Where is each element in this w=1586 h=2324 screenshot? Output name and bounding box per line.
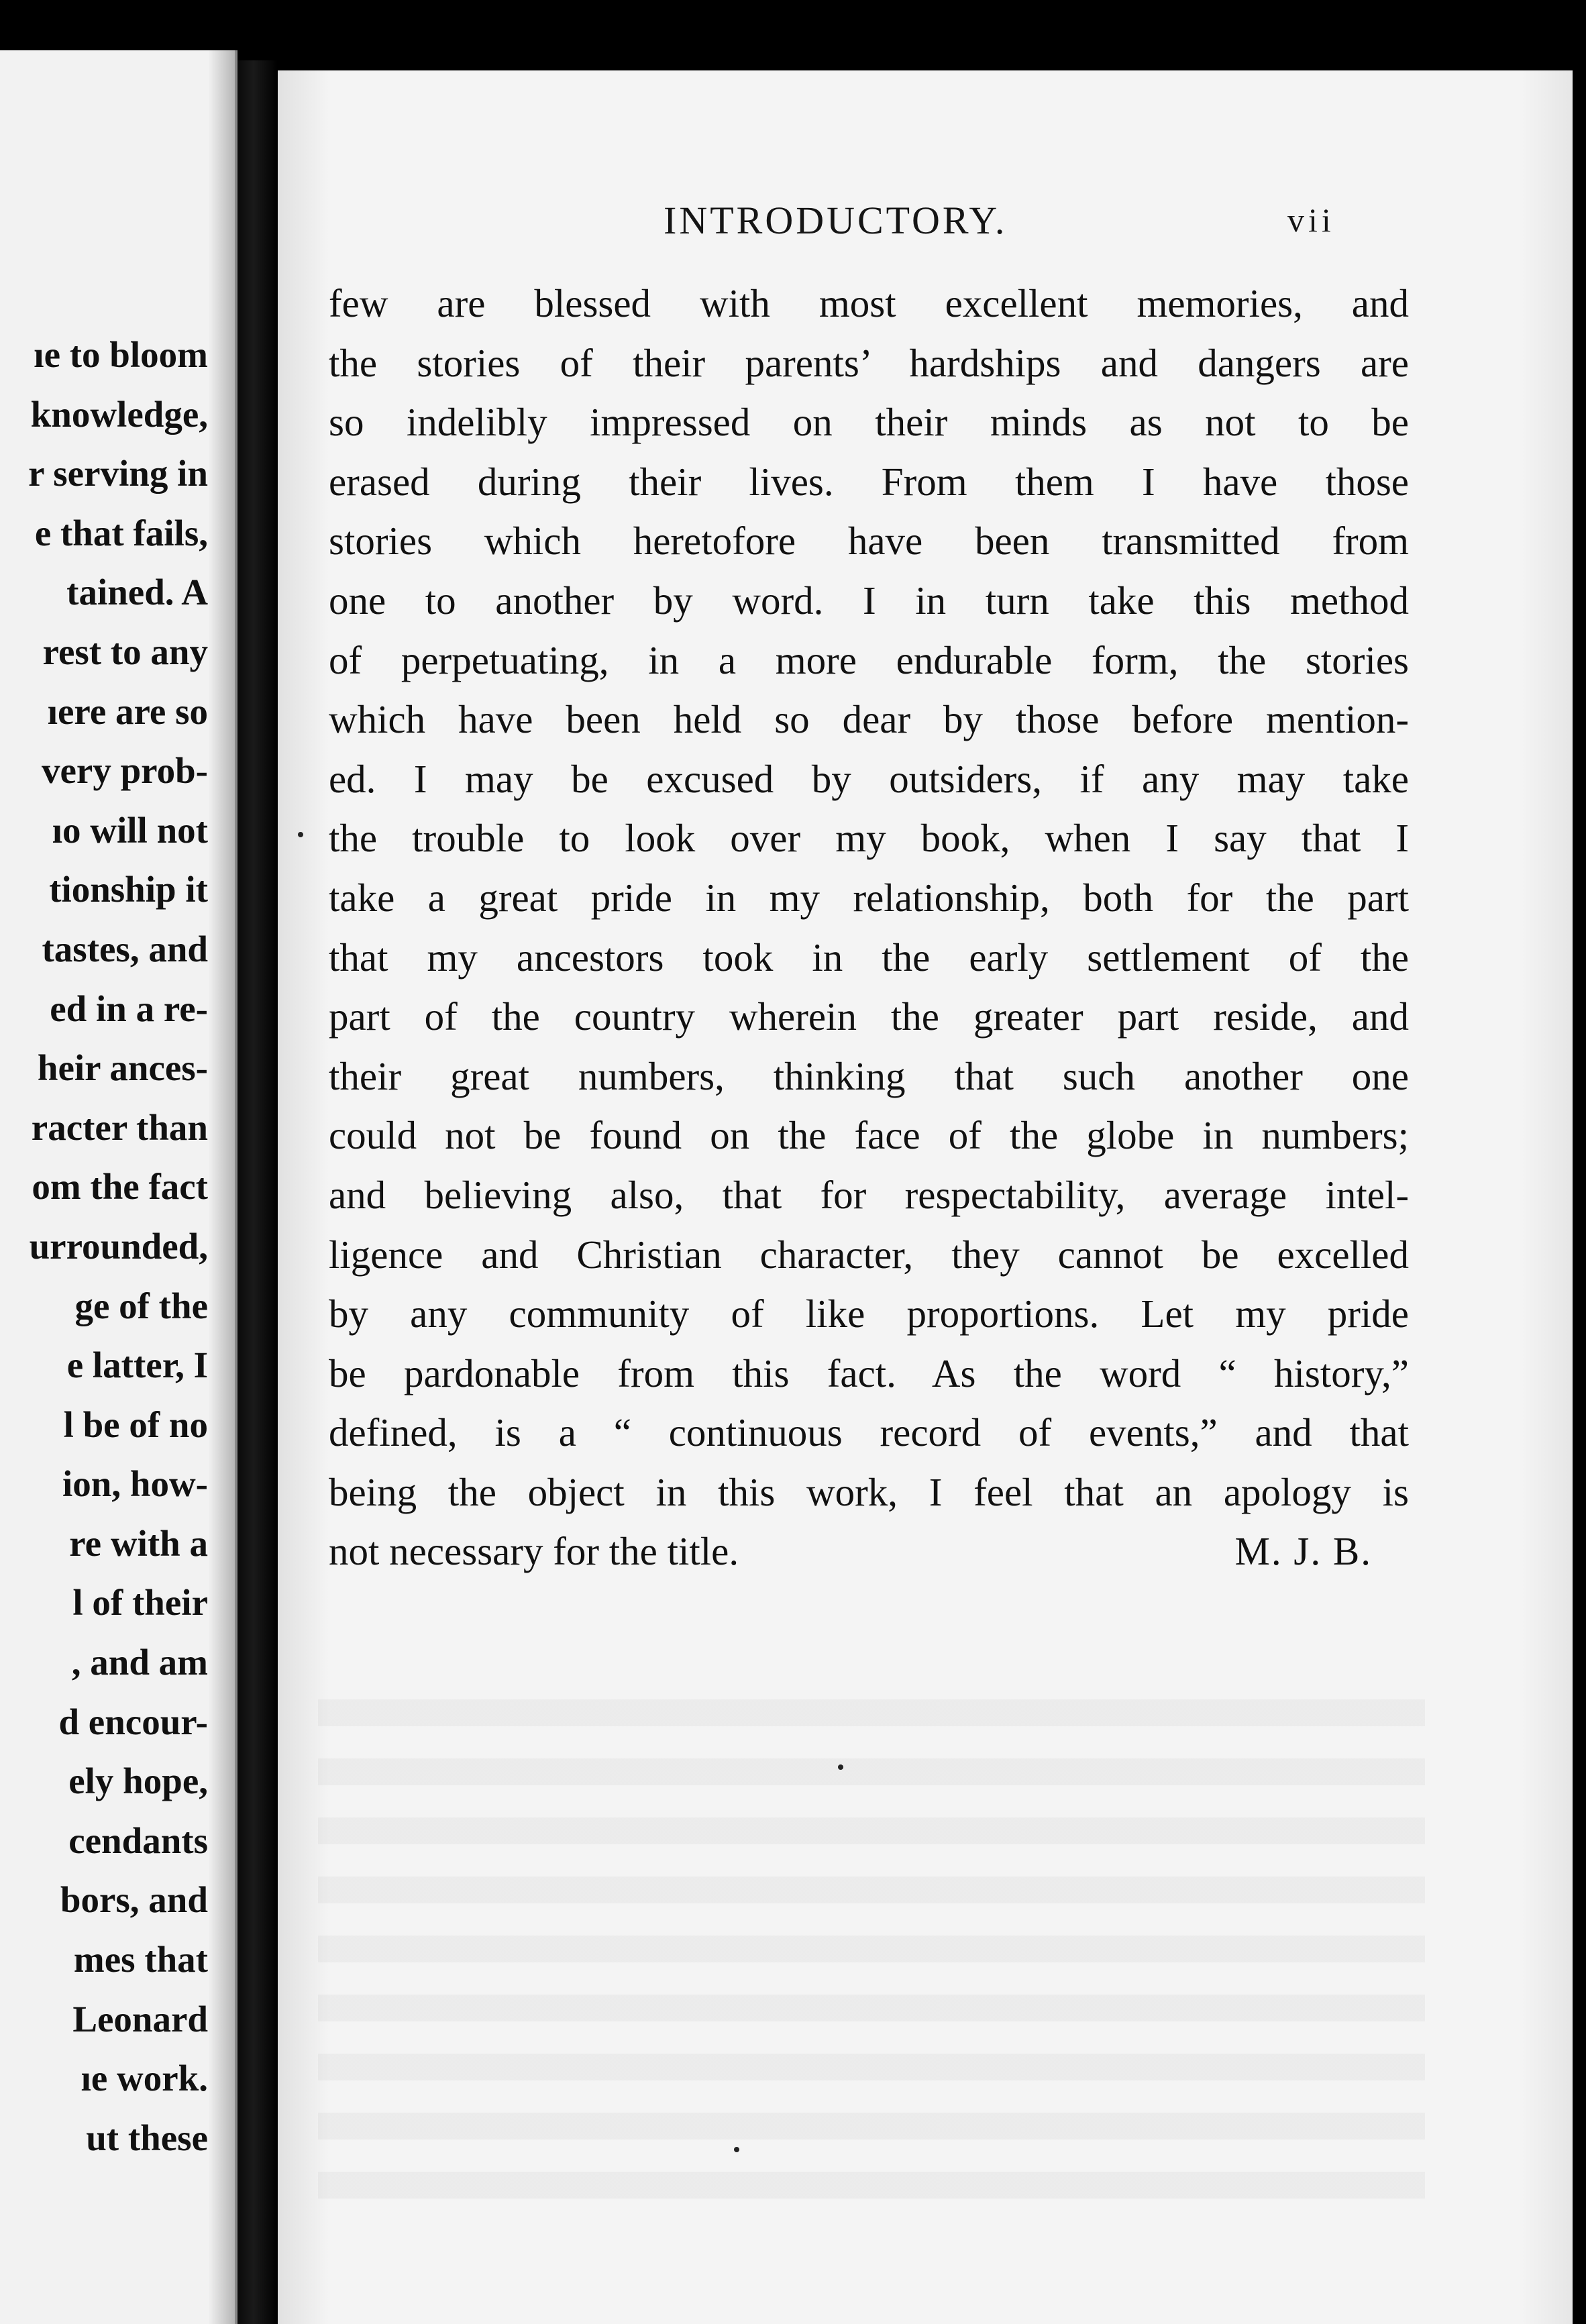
- page-curl-shadow: [208, 50, 235, 2324]
- left-page-line: tastes, and: [42, 928, 208, 969]
- left-page-line: ge of the: [74, 1285, 208, 1326]
- stray-mark: [838, 1764, 843, 1770]
- left-page-line: knowledge,: [30, 393, 208, 435]
- body-line: so indelibly impressed on their minds as not to be: [329, 400, 1409, 445]
- body-line: and believing also, that for respectability, average intel-: [329, 1172, 1409, 1217]
- body-line: stories which heretofore have been transmitted from: [329, 519, 1409, 564]
- left-page-line: ely hope,: [68, 1760, 208, 1802]
- body-line: which have been held so dear by those before mention-: [329, 697, 1409, 742]
- body-line: their great numbers, thinking that such another one: [329, 1053, 1409, 1098]
- body-line: being the object in this work, I feel that an apology is: [329, 1469, 1409, 1514]
- left-page-line: Leonard: [72, 1998, 208, 2040]
- left-facing-page: [0, 50, 237, 2324]
- left-page-line: rest to any: [42, 631, 208, 672]
- body-line: that my ancestors took in the early settlement of the: [329, 935, 1409, 980]
- stray-mark: [734, 2147, 739, 2152]
- body-line: of perpetuating, in a more endurable form, the stories: [329, 637, 1409, 682]
- body-line: defined, is a “ continuous record of events,” and that: [329, 1410, 1409, 1455]
- left-page-line: ion, how-: [62, 1463, 208, 1505]
- body-line: the stories of their parents’ hardships and dangers are: [329, 340, 1409, 385]
- left-page-line: l be of no: [63, 1404, 208, 1445]
- running-head: [278, 198, 1472, 252]
- body-line: part of the country wherein the greater part reside, and: [329, 994, 1409, 1039]
- left-page-line: cendants: [68, 1819, 208, 1861]
- left-page-line: tained. A: [66, 572, 208, 613]
- left-page-line: ıe to bloom: [34, 334, 208, 375]
- left-page-line: urrounded,: [29, 1225, 208, 1267]
- left-page-line: ut these: [86, 2117, 208, 2158]
- left-page-line: re with a: [69, 1522, 208, 1564]
- left-page-line: racter than: [31, 1106, 208, 1148]
- body-line: few are blessed with most excellent memories, and: [329, 281, 1409, 325]
- body-line: by any community of like proportions. Let my pride: [329, 1291, 1409, 1336]
- book-gutter: [237, 60, 278, 2324]
- left-page-line: very prob-: [42, 750, 208, 792]
- left-page-line: tionship it: [49, 869, 208, 910]
- left-page-line: , and am: [71, 1642, 208, 1683]
- left-page-line: ıere are so: [47, 690, 208, 732]
- author-initials: M. J. B.: [1234, 1529, 1372, 1574]
- stray-mark: [298, 832, 303, 837]
- closing-sentence: not necessary for the title.: [329, 1529, 739, 1574]
- bleed-through: [318, 1667, 1425, 2217]
- left-page-line: e that fails,: [34, 512, 208, 553]
- left-page-line: r serving in: [28, 453, 208, 494]
- left-page-line: heir ances-: [37, 1047, 208, 1089]
- body-line: the trouble to look over my book, when I say that I: [329, 816, 1409, 861]
- left-page-line: ed in a re-: [50, 988, 208, 1029]
- page-number: vii: [1287, 201, 1335, 239]
- left-page-line: d encour-: [58, 1701, 208, 1742]
- body-text: [329, 274, 1409, 1581]
- body-line: be pardonable from this fact. As the word “ history,”: [329, 1351, 1409, 1395]
- left-page-line: e latter, I: [66, 1344, 208, 1386]
- left-page-line: bors, and: [60, 1879, 208, 1921]
- body-line: take a great pride in my relationship, both for the part: [329, 875, 1409, 920]
- body-last-line: [329, 1522, 1409, 1581]
- body-line: ligence and Christian character, they cannot be excelled: [329, 1232, 1409, 1277]
- left-page-text: [28, 325, 208, 2168]
- body-line: ed. I may be excused by outsiders, if any may take: [329, 756, 1409, 801]
- left-page-line: om the fact: [32, 1166, 208, 1208]
- left-page-line: mes that: [73, 1939, 208, 1980]
- left-page-line: l of their: [72, 1582, 208, 1624]
- running-title: INTRODUCTORY.: [664, 199, 1008, 242]
- body-line: erased during their lives. From them I have those: [329, 459, 1409, 504]
- left-page-line: ıe work.: [81, 2058, 208, 2099]
- left-page-line: ıo will not: [52, 809, 208, 851]
- right-scan-edge: [1573, 70, 1586, 2324]
- main-page: [278, 70, 1573, 2324]
- body-line: could not be found on the face of the globe in numbers;: [329, 1113, 1409, 1158]
- body-line: one to another by word. I in turn take this method: [329, 578, 1409, 623]
